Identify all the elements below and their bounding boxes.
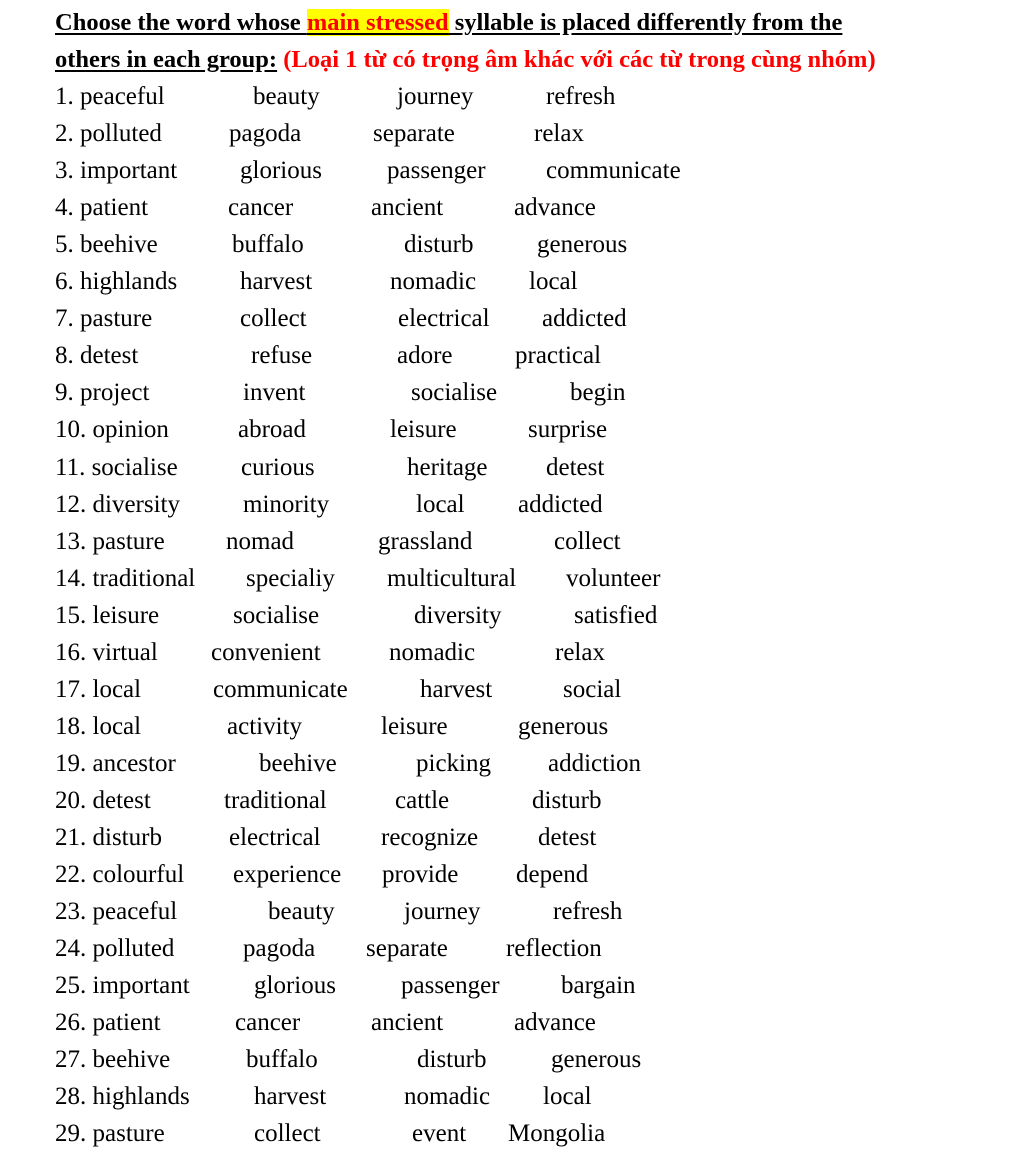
word-option: leisure bbox=[381, 712, 448, 740]
exercise-item bbox=[0, 708, 1024, 745]
word-option: volunteer bbox=[566, 564, 661, 592]
item-number: 21. bbox=[55, 824, 87, 851]
item-number: 4. bbox=[55, 194, 74, 222]
word-option: pasture bbox=[92, 527, 165, 555]
exercise-item bbox=[0, 1115, 1024, 1152]
item-number-and-option bbox=[55, 782, 151, 819]
word-option: beehive bbox=[80, 231, 158, 259]
word-option: patient bbox=[80, 194, 149, 222]
word-option: project bbox=[80, 379, 150, 407]
word-option: buffalo bbox=[246, 1046, 318, 1074]
word-option: local bbox=[543, 1083, 592, 1111]
word-option: ancestor bbox=[92, 749, 176, 777]
word-option: bargain bbox=[561, 972, 636, 1000]
word-option: activity bbox=[227, 712, 302, 740]
item-number: 15. bbox=[55, 601, 87, 629]
word-option: peaceful bbox=[80, 83, 165, 110]
item-number-and-option bbox=[55, 486, 180, 523]
item-number-and-option bbox=[55, 523, 165, 560]
word-option: glorious bbox=[254, 972, 336, 1000]
item-number: 28. bbox=[55, 1083, 87, 1111]
item-number: 1. bbox=[55, 83, 74, 110]
exercise-item bbox=[0, 930, 1024, 967]
word-option: beehive bbox=[92, 1046, 171, 1074]
exercise-item bbox=[0, 893, 1024, 930]
item-number-and-option bbox=[55, 411, 169, 448]
exercise-item bbox=[0, 263, 1024, 300]
heading-text: others in each group: bbox=[55, 46, 278, 73]
item-number: 5. bbox=[55, 231, 74, 259]
word-option: polluted bbox=[92, 935, 175, 963]
item-number-and-option bbox=[55, 78, 165, 115]
item-number-and-option bbox=[55, 671, 141, 708]
word-option: practical bbox=[515, 342, 602, 370]
word-option: local bbox=[92, 712, 142, 740]
word-option: local bbox=[529, 268, 578, 296]
word-option: nomadic bbox=[404, 1083, 491, 1111]
word-option: virtual bbox=[92, 638, 158, 666]
item-number-and-option bbox=[55, 893, 177, 930]
word-option: socialise bbox=[91, 453, 178, 481]
word-option: colourful bbox=[92, 861, 185, 889]
item-number-and-option bbox=[55, 300, 152, 337]
word-option: heritage bbox=[407, 453, 488, 481]
word-option: nomadic bbox=[389, 638, 476, 666]
word-option: abroad bbox=[238, 416, 307, 444]
word-option: nomad bbox=[226, 527, 295, 555]
exercise-item bbox=[0, 226, 1024, 263]
exercise-item bbox=[0, 115, 1024, 152]
item-number-and-option bbox=[55, 374, 149, 411]
word-option: pagoda bbox=[229, 120, 302, 148]
word-option: collect bbox=[554, 527, 621, 555]
word-option: addicted bbox=[542, 305, 627, 333]
item-number-and-option bbox=[55, 1078, 190, 1115]
word-option: relax bbox=[534, 120, 584, 148]
exercise-item bbox=[0, 1004, 1024, 1041]
item-number: 10. bbox=[55, 416, 87, 444]
item-number-and-option bbox=[55, 152, 177, 189]
word-option: passenger bbox=[401, 972, 500, 1000]
word-option: electrical bbox=[229, 824, 321, 851]
item-number: 7. bbox=[55, 305, 74, 333]
exercise-item bbox=[0, 486, 1024, 523]
word-option: separate bbox=[373, 120, 455, 148]
word-option: refresh bbox=[546, 83, 616, 110]
word-option: advance bbox=[514, 1009, 596, 1037]
word-option: Mongolia bbox=[508, 1120, 606, 1148]
word-option: collect bbox=[254, 1120, 321, 1148]
word-option: grassland bbox=[378, 527, 473, 555]
item-number: 29. bbox=[55, 1120, 87, 1148]
word-option: disturb bbox=[404, 231, 474, 259]
word-option: disturb bbox=[92, 824, 162, 851]
exercise-item bbox=[0, 523, 1024, 560]
word-option: pasture bbox=[92, 1120, 165, 1148]
item-number: 13. bbox=[55, 527, 87, 555]
word-option: harvest bbox=[240, 268, 313, 296]
item-number-and-option bbox=[55, 708, 141, 745]
item-number: 20. bbox=[55, 786, 87, 814]
item-number: 25. bbox=[55, 972, 87, 1000]
word-option: multicultural bbox=[387, 564, 517, 592]
word-option: opinion bbox=[92, 416, 169, 444]
item-number-and-option bbox=[55, 263, 177, 300]
item-number: 14. bbox=[55, 564, 87, 592]
item-number-and-option bbox=[55, 449, 178, 486]
word-option: beauty bbox=[253, 83, 320, 110]
word-option: recognize bbox=[381, 824, 479, 851]
word-option: pasture bbox=[80, 305, 153, 333]
item-number: 18. bbox=[55, 712, 87, 740]
item-number: 3. bbox=[55, 157, 74, 185]
word-option: beauty bbox=[268, 898, 335, 926]
exercise-item bbox=[0, 819, 1024, 856]
word-option: cancer bbox=[228, 194, 294, 222]
word-option: social bbox=[563, 675, 622, 703]
exercise-item bbox=[0, 634, 1024, 671]
vietnamese-instruction: (Loại 1 từ có trọng âm khác với các từ trong cùng nhóm) bbox=[283, 46, 876, 73]
word-option: diversity bbox=[414, 601, 502, 629]
word-option: communicate bbox=[546, 157, 681, 185]
word-option: diversity bbox=[92, 490, 180, 518]
word-option: minority bbox=[243, 490, 330, 518]
heading-text: Choose the word whose bbox=[55, 9, 307, 36]
exercise-item bbox=[0, 967, 1024, 1004]
exercise-item bbox=[0, 300, 1024, 337]
word-option: cattle bbox=[395, 786, 450, 814]
item-number-and-option bbox=[55, 189, 148, 226]
word-option: socialise bbox=[233, 601, 320, 629]
word-option: passenger bbox=[387, 157, 486, 185]
exercise-item bbox=[0, 1041, 1024, 1078]
item-number-and-option bbox=[55, 597, 159, 634]
exercise-item bbox=[0, 1078, 1024, 1115]
word-option: harvest bbox=[254, 1083, 327, 1111]
item-number-and-option bbox=[55, 1115, 165, 1152]
exercise-item bbox=[0, 78, 1024, 115]
word-option: local bbox=[416, 490, 465, 518]
item-number-and-option bbox=[55, 745, 176, 782]
item-number: 8. bbox=[55, 342, 74, 370]
item-number-and-option bbox=[55, 634, 158, 671]
word-option: journey bbox=[397, 83, 474, 110]
exercise-item bbox=[0, 671, 1024, 708]
item-number: 6. bbox=[55, 268, 74, 296]
word-option: traditional bbox=[92, 564, 196, 592]
word-option: specialiy bbox=[246, 564, 335, 592]
word-option: begin bbox=[570, 379, 626, 407]
item-number-and-option bbox=[55, 930, 174, 967]
item-number: 17. bbox=[55, 675, 87, 703]
exercise-item bbox=[0, 449, 1024, 486]
highlighted-phrase: main stressed bbox=[306, 9, 449, 36]
item-number-and-option bbox=[55, 337, 138, 374]
item-number: 16. bbox=[55, 638, 87, 666]
item-number: 11. bbox=[55, 453, 86, 481]
exercise-item bbox=[0, 337, 1024, 374]
word-option: picking bbox=[416, 749, 491, 777]
item-number: 23. bbox=[55, 898, 87, 926]
exercise-heading bbox=[55, 4, 876, 78]
word-option: disturb bbox=[417, 1046, 487, 1074]
word-option: curious bbox=[241, 453, 315, 481]
item-number-and-option bbox=[55, 560, 195, 597]
item-number: 2. bbox=[55, 120, 74, 148]
word-option: highlands bbox=[80, 268, 178, 296]
word-option: advance bbox=[514, 194, 596, 222]
word-option: buffalo bbox=[232, 231, 304, 259]
word-option: ancient bbox=[371, 1009, 444, 1037]
word-option: generous bbox=[537, 231, 628, 259]
word-option: detest bbox=[546, 453, 605, 481]
item-number-and-option bbox=[55, 967, 190, 1004]
item-number: 19. bbox=[55, 749, 87, 777]
item-number: 22. bbox=[55, 861, 87, 889]
word-option: electrical bbox=[398, 305, 490, 333]
heading-line-1 bbox=[55, 4, 876, 41]
item-number: 26. bbox=[55, 1009, 87, 1037]
word-option: journey bbox=[404, 898, 481, 926]
word-option: detest bbox=[92, 786, 151, 814]
word-option: disturb bbox=[532, 786, 602, 814]
word-option: relax bbox=[555, 638, 605, 666]
word-option: leisure bbox=[390, 416, 457, 444]
word-option: surprise bbox=[528, 416, 608, 444]
word-option: important bbox=[80, 157, 178, 185]
word-option: event bbox=[412, 1120, 467, 1148]
word-option: nomadic bbox=[390, 268, 477, 296]
word-option: generous bbox=[518, 712, 609, 740]
word-option: communicate bbox=[213, 675, 348, 703]
word-option: beehive bbox=[259, 749, 337, 777]
exercise-item bbox=[0, 560, 1024, 597]
word-option: cancer bbox=[235, 1009, 301, 1037]
word-option: satisfied bbox=[574, 601, 658, 629]
item-number-and-option bbox=[55, 115, 162, 152]
word-option: polluted bbox=[80, 120, 162, 148]
item-number-and-option bbox=[55, 856, 184, 893]
exercise-item bbox=[0, 745, 1024, 782]
word-option: socialise bbox=[411, 379, 498, 407]
word-option: depend bbox=[516, 861, 589, 889]
word-option: generous bbox=[551, 1046, 642, 1074]
item-number-and-option bbox=[55, 819, 162, 856]
exercise-item bbox=[0, 597, 1024, 634]
item-number-and-option bbox=[55, 1004, 161, 1041]
word-option: adore bbox=[397, 342, 453, 370]
word-option: glorious bbox=[240, 157, 322, 185]
item-number-and-option bbox=[55, 226, 158, 263]
item-number: 24. bbox=[55, 935, 87, 963]
word-option: important bbox=[92, 972, 190, 1000]
exercise-item bbox=[0, 411, 1024, 448]
word-option: separate bbox=[366, 935, 448, 963]
exercise-item bbox=[0, 856, 1024, 893]
word-option: refuse bbox=[251, 342, 313, 370]
word-option: refresh bbox=[553, 898, 623, 926]
word-option: leisure bbox=[92, 601, 160, 629]
exercise-item bbox=[0, 152, 1024, 189]
word-option: addiction bbox=[548, 749, 642, 777]
word-option: reflection bbox=[506, 935, 602, 963]
exercise-item bbox=[0, 374, 1024, 411]
word-option: addicted bbox=[518, 490, 603, 518]
heading-text: syllable is placed differently from the bbox=[448, 9, 843, 36]
item-number: 9. bbox=[55, 379, 74, 407]
word-option: highlands bbox=[92, 1083, 190, 1111]
heading-line-2 bbox=[55, 41, 876, 78]
item-number: 27. bbox=[55, 1046, 87, 1074]
word-option: harvest bbox=[420, 675, 493, 703]
word-option: traditional bbox=[224, 786, 327, 814]
word-option: local bbox=[92, 675, 142, 703]
exercise-item bbox=[0, 189, 1024, 226]
item-number-and-option bbox=[55, 1041, 170, 1078]
word-option: convenient bbox=[211, 638, 321, 666]
word-option: peaceful bbox=[92, 898, 178, 926]
word-option: collect bbox=[240, 305, 307, 333]
word-option: provide bbox=[382, 861, 459, 889]
word-option: invent bbox=[243, 379, 306, 407]
word-option: ancient bbox=[371, 194, 444, 222]
word-option: experience bbox=[233, 861, 342, 889]
word-option: patient bbox=[92, 1009, 161, 1037]
word-option: detest bbox=[538, 824, 597, 851]
word-option: detest bbox=[80, 342, 139, 370]
exercise-item bbox=[0, 782, 1024, 819]
word-option: pagoda bbox=[243, 935, 316, 963]
item-number: 12. bbox=[55, 490, 87, 518]
